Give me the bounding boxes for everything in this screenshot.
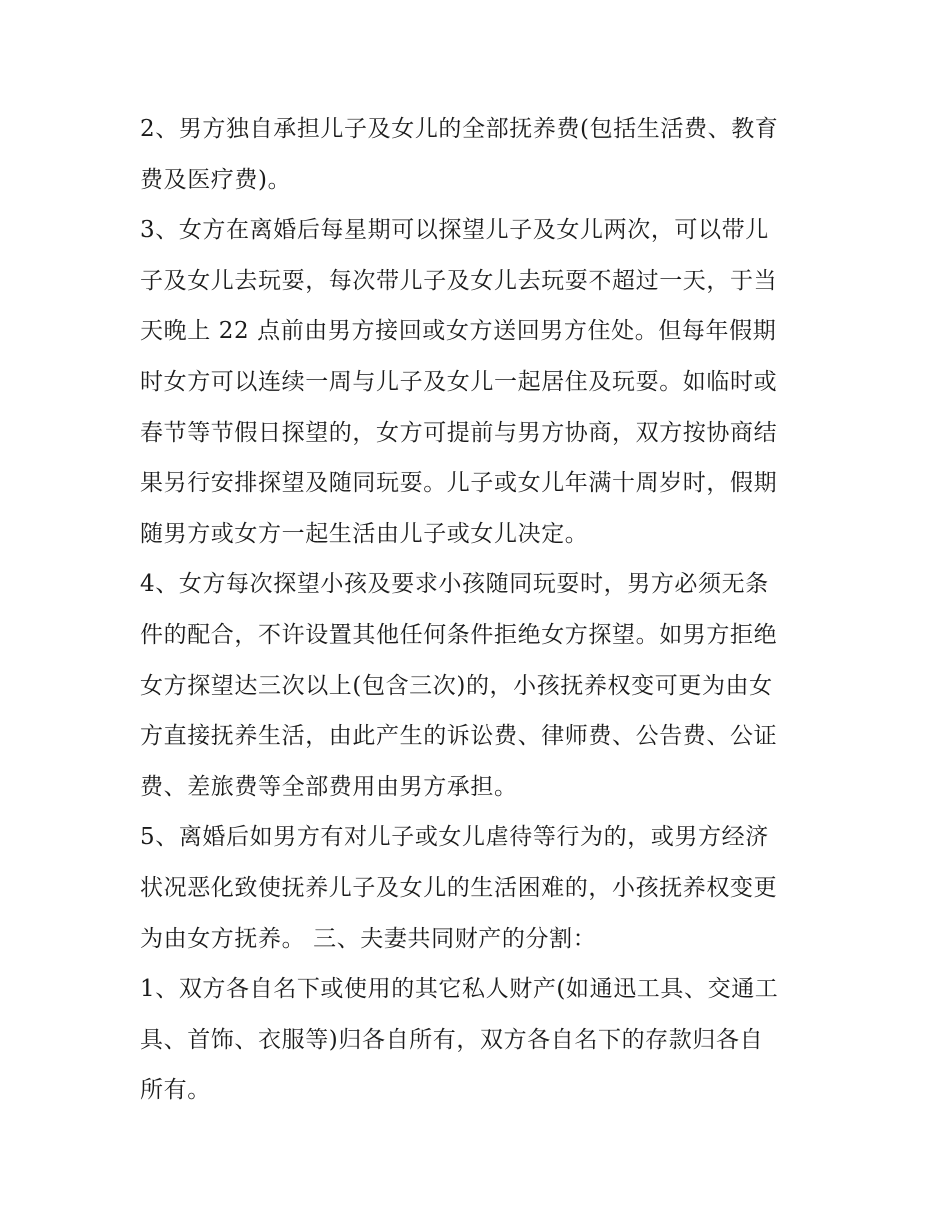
text-line: 春节等节假日探望的，女方可提前与男方协商，双方按协商结	[140, 419, 778, 446]
text-line: 5、离婚后如男方有对儿子或女儿虐待等行为的，或男方经济	[140, 824, 769, 851]
text-line: 方直接抚养生活，由此产生的诉讼费、律师费、公告费、公证	[140, 723, 778, 750]
text-line: 费及医疗费)。	[140, 166, 292, 193]
text-line: 随男方或女方一起生活由儿子或女儿决定。	[140, 520, 589, 547]
text-line: 1、双方各自名下或使用的其它私人财产(如通迅工具、交通工	[140, 976, 779, 1003]
text-line: 所有。	[140, 1077, 211, 1104]
text-line: 状况恶化致使抚养儿子及女儿的生活困难的，小孩抚养权变更	[140, 874, 778, 901]
text-line: 3、女方在离婚后每星期可以探望儿子及女儿两次，可以带儿	[140, 217, 769, 244]
text-line: 女方探望达三次以上(包含三次)的，小孩抚养权变可更为由女	[140, 672, 773, 699]
text-line: 4、女方每次探望小孩及要求小孩随同玩耍时，男方必须无条	[140, 571, 769, 598]
document-body	[140, 104, 820, 1116]
text-line: 件的配合，不许设置其他任何条件拒绝女方探望。如男方拒绝	[140, 621, 778, 648]
text-line: 2、男方独自承担儿子及女儿的全部抚养费(包括生活费、教育	[140, 116, 779, 142]
text-line: 费、差旅费等全部费用由男方承担。	[140, 773, 518, 800]
text-line: 时女方可以连续一周与儿子及女儿一起居住及玩耍。如临时或	[140, 368, 778, 395]
text-line: 子及女儿去玩耍，每次带儿子及女儿去玩耍不超过一天，于当	[140, 267, 778, 294]
text-line: 为由女方抚养。 三、夫妻共同财产的分割：	[140, 925, 597, 952]
text-line: 天晚上 22 点前由男方接回或女方送回男方住处。但每年假期	[140, 318, 777, 345]
text-line: 果另行安排探望及随同玩耍。儿子或女儿年满十周岁时，假期	[140, 470, 778, 497]
text-line: 具、首饰、衣服等)归各自所有，双方各自名下的存款归各自	[140, 1026, 764, 1053]
